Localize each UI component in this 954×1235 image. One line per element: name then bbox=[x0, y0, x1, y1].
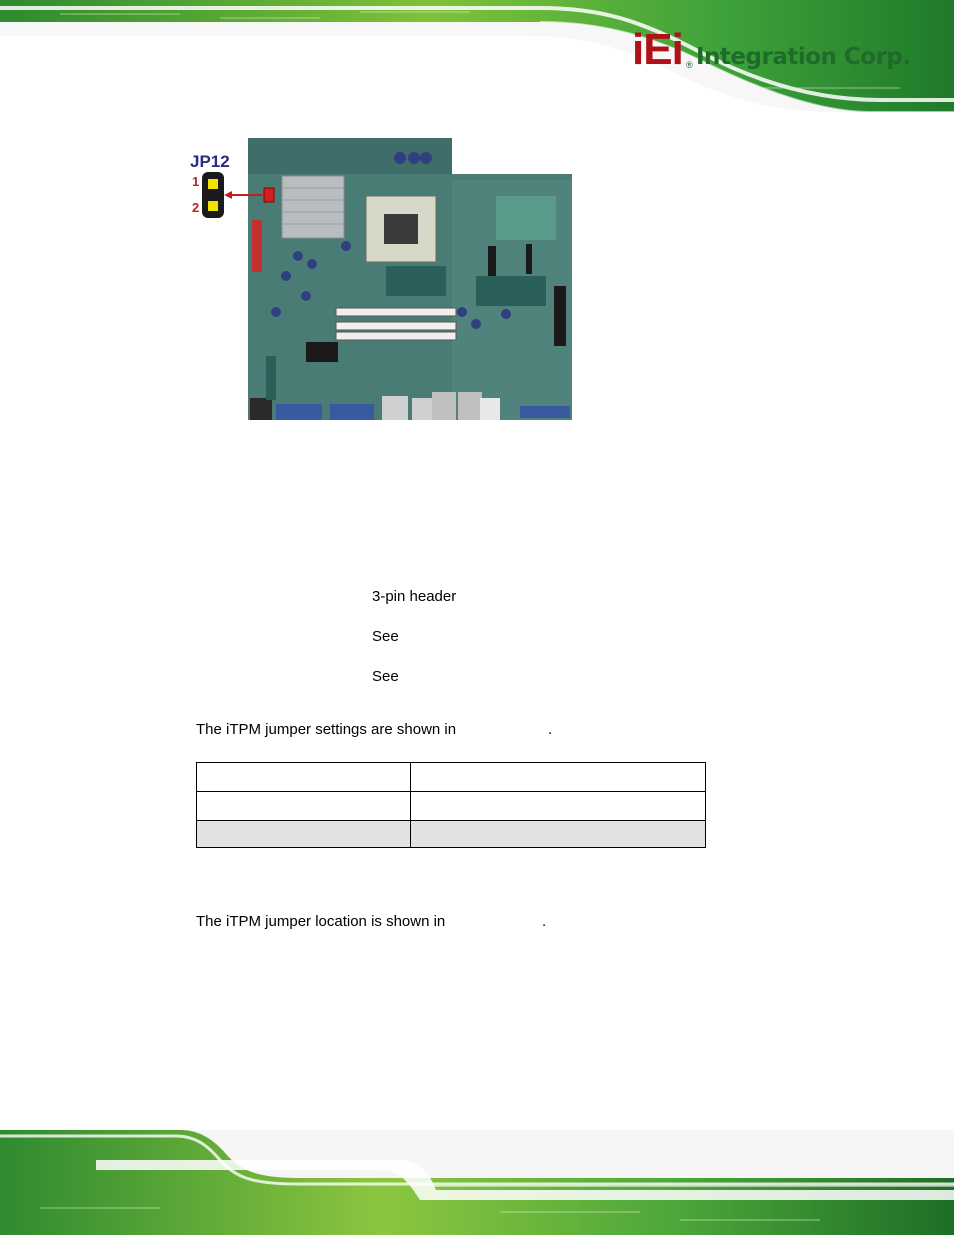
jumper-type-value: 3-pin header bbox=[372, 588, 457, 605]
jumper-label: JP12 bbox=[190, 152, 230, 171]
table-cell bbox=[197, 763, 411, 792]
footer-banner bbox=[0, 1130, 954, 1235]
table-cell bbox=[197, 821, 411, 848]
table-cell bbox=[411, 821, 706, 848]
settings-intro-period: . bbox=[548, 721, 553, 738]
table-header-row bbox=[197, 763, 706, 792]
pin-2-label: 2 bbox=[192, 200, 200, 215]
table-cell bbox=[411, 763, 706, 792]
table-cell bbox=[197, 792, 411, 821]
logo-registered-mark: ® bbox=[686, 60, 693, 70]
pin-1-label: 1 bbox=[192, 174, 200, 189]
table-row bbox=[197, 792, 706, 821]
company-logo bbox=[632, 25, 922, 74]
location-intro-period: . bbox=[542, 913, 547, 930]
logo-wordmark: Integration Corp. bbox=[696, 44, 911, 70]
jumper-settings-ref: See bbox=[372, 628, 399, 645]
motherboard-figure bbox=[186, 136, 576, 428]
table-row bbox=[197, 821, 706, 848]
settings-intro-text: The iTPM jumper settings are shown in bbox=[196, 721, 457, 738]
logo-iei-text: iEi bbox=[632, 25, 683, 74]
jumper-settings-table bbox=[196, 762, 706, 848]
location-intro-text: The iTPM jumper location is shown in bbox=[196, 913, 446, 930]
table-cell bbox=[411, 792, 706, 821]
logo-iei-mark bbox=[632, 25, 683, 74]
jumper-location-ref: See bbox=[372, 668, 399, 685]
